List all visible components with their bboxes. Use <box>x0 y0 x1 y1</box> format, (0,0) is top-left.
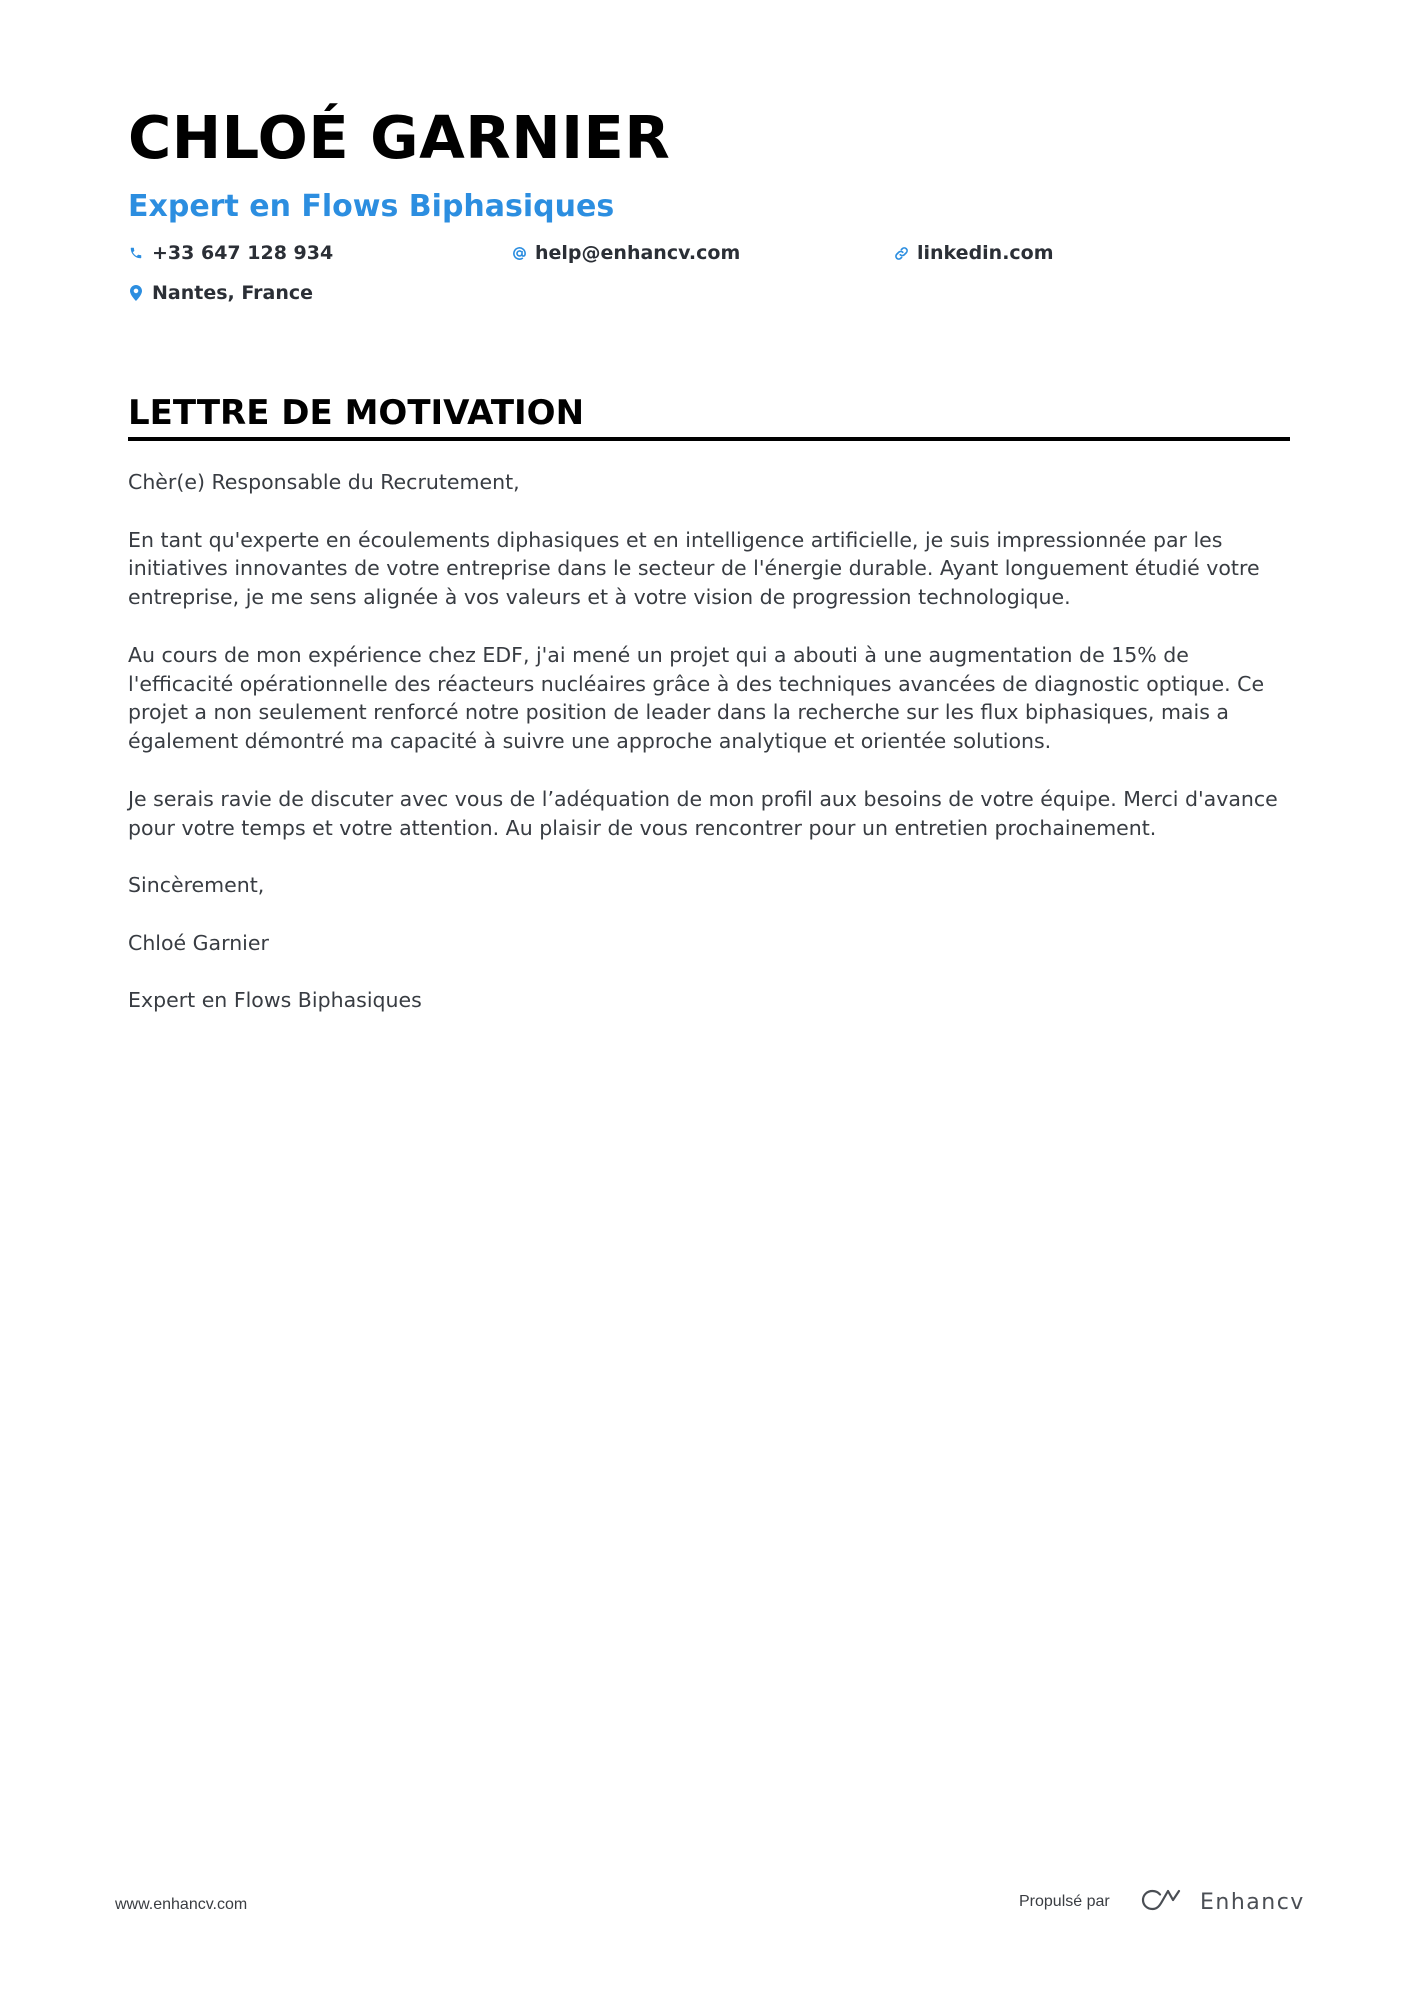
section-title: LETTRE DE MOTIVATION <box>128 393 585 433</box>
letter-body <box>128 468 1293 1044</box>
brand[interactable] <box>1140 1884 1305 1920</box>
contact-location <box>128 282 313 304</box>
location-pin-icon <box>128 284 144 302</box>
signature-name: Chloé Garnier <box>128 930 269 955</box>
letter-paragraph: En tant qu'experte en écoulements diphasiques et en intelligence artificielle, je suis impressionnée par les initiatives innovantes de votre entreprise dans le secteur de l'énergie durable. Ayant longuement étudié votre entreprise, je me sens alignée à vos valeurs et à votre vision de progression technologique. <box>128 527 1260 610</box>
brand-name: Enhancv <box>1200 1889 1305 1915</box>
candidate-title: Expert en Flows Biphasiques <box>128 189 615 224</box>
contact-email-text[interactable]: help@enhancv.com <box>535 242 741 264</box>
candidate-name: CHLOÉ GARNIER <box>128 103 671 172</box>
contact-location-text: Nantes, France <box>152 282 313 304</box>
letter-paragraph: Je serais ravie de discuter avec vous de l’adéquation de mon profil aux besoins de votre équipe. Merci d'avance pour votre temps et votre attention. Au plaisir de vous rencontrer pour un entretien prochainement. <box>128 786 1278 840</box>
enhancv-logo-icon <box>1140 1888 1186 1917</box>
letter-paragraph: Au cours de mon expérience chez EDF, j'ai mené un projet qui a abouti à une augmentation de 15% de l'efficacité opérationnelle des réacteurs nucléaires grâce à des techniques avancées de diagnostic optique. Ce projet a non seulement renforcé notre position de leader dans la recherche sur les flux biphasiques, mais a également démontré ma capacité à suivre une approche analytique et orientée solutions. <box>128 642 1265 754</box>
powered-by-label: Propulsé par <box>1019 1893 1110 1910</box>
contact-phone-text: +33 647 128 934 <box>152 242 334 264</box>
contact-linkedin <box>893 242 1054 264</box>
contact-email <box>511 242 740 264</box>
contact-phone <box>128 242 333 264</box>
link-icon <box>893 244 909 262</box>
signature-title: Expert en Flows Biphasiques <box>128 988 422 1013</box>
footer-url[interactable]: www.enhancv.com <box>115 1896 248 1913</box>
phone-icon <box>128 244 144 262</box>
at-icon <box>511 244 527 262</box>
section-divider <box>128 437 1290 441</box>
letter-closing: Sincèrement, <box>128 873 265 898</box>
contact-linkedin-text[interactable]: linkedin.com <box>917 242 1054 264</box>
letter-greeting: Chèr(e) Responsable du Recrutement, <box>128 470 520 494</box>
